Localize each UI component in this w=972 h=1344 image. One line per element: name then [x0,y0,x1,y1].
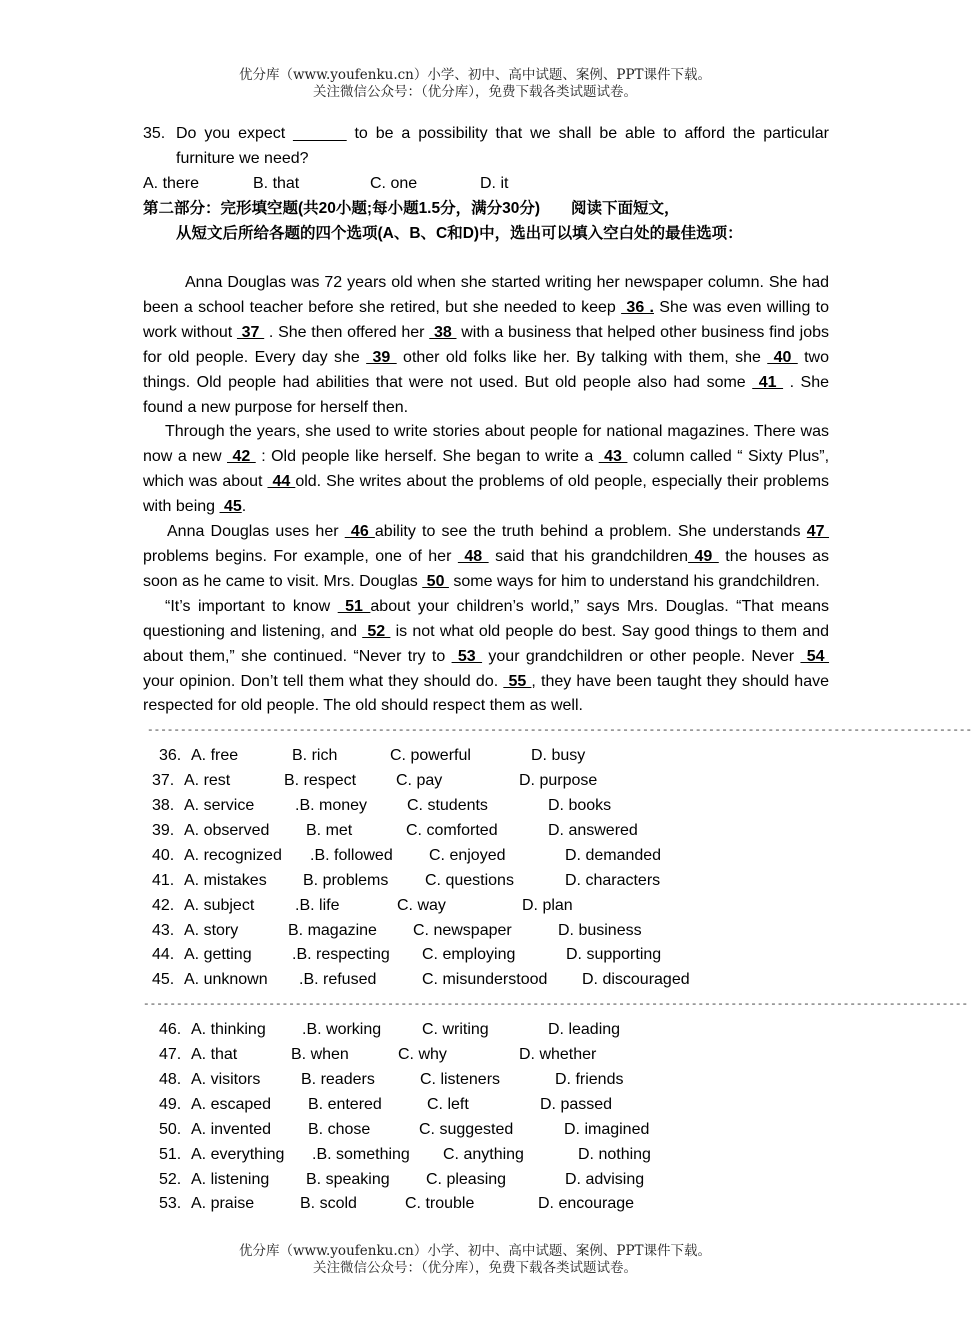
option-number: 44. [152,946,175,964]
option-c: C. trouble [405,1195,475,1213]
option-b: B. speaking [306,1170,390,1188]
passage-text: said that his grandchildren [488,547,689,565]
option-b: B. that [253,175,300,192]
option-number: 38. [152,797,175,815]
option-row [143,1068,829,1093]
option-number: 50. [159,1120,182,1138]
option-b: B. problems [303,871,389,889]
option-a: A. service [184,797,255,815]
option-d: D. answered [548,821,638,839]
passage-text: Anna Douglas uses her [167,523,345,541]
option-b: .B. respecting [292,946,390,964]
exam-content [143,121,972,1217]
option-a: A. visitors [191,1071,261,1088]
option-number: 45. [152,971,175,989]
option-row [143,769,829,794]
passage-paragraph-1 [143,271,829,420]
blank-46: 46 [344,523,375,541]
blank-40: 40 [767,348,798,366]
option-b: B. scold [300,1195,357,1213]
page-footer [0,1243,950,1277]
option-number: 36. [159,747,182,765]
option-c: C. pay [396,772,443,790]
options-group-2 [143,1018,829,1217]
blank-51: 51 [337,597,371,615]
option-a: A. listening [191,1170,270,1188]
footer-line-1: 优分库（www.youfenku.cn）小学、初中、高中试题、案例、PPT课件下载。 [238,1243,712,1259]
passage-text: Anna Douglas was 72 years old when she started writing her newspaper column. She had been a school teacher before she retired, but she needed to keep [143,274,829,316]
option-d: D. business [558,921,642,939]
option-d: D. passed [540,1095,613,1113]
passage-text: column called “ Sixty Plus”, which was about [143,448,830,491]
passage-text: : Old people like herself. She began to write a [255,448,599,466]
option-a: A. recognized [184,846,282,864]
option-a: A. everything [191,1145,285,1163]
option-b: B. magazine [288,921,377,939]
cloze-passage [143,271,829,719]
option-b: .B. money [295,797,368,815]
option-a: A. observed [184,821,270,839]
option-number: 40. [152,846,175,864]
option-d: D. friends [555,1071,624,1088]
question-35 [143,121,829,171]
passage-text: is not what old people do best. Say good things to them and about them,” she continued. “Never try to [143,622,830,665]
passage-paragraph-4 [143,595,829,720]
option-number: 37. [152,772,175,790]
page-header [0,67,950,101]
option-d: D. purpose [519,772,598,790]
option-row [143,1118,829,1143]
question-35-options [143,171,829,196]
option-d: D. advising [565,1170,645,1188]
option-row [143,943,829,968]
option-b: .B. working [302,1021,382,1039]
blank-44: 44 [267,473,296,491]
section-instructions: 从短文后所给各题的四个选项(A、B、C和D)中，选出可以填入空白处的最佳选项： [176,225,743,242]
option-c: C. why [398,1046,447,1064]
separator-line: ----------------------------------------------------------------------------------------------------------------------------- [143,999,969,1012]
option-row [143,869,829,894]
blank-42: 42 [227,448,256,466]
passage-text: . She then offered her [264,323,430,341]
passage-text: . [241,498,247,516]
option-b: B. when [291,1046,349,1064]
option-number: 39. [152,821,175,839]
option-row [143,919,829,944]
option-d: D. demanded [565,846,662,864]
passage-text: the houses as soon as he came to visit. Mrs. Douglas [143,547,829,590]
blank-45: 45 [219,498,242,516]
option-number: 47. [159,1046,182,1064]
option-d: D. imagined [564,1120,650,1138]
option-d: D. leading [548,1021,621,1039]
blank-54: 54 [800,647,830,665]
passage-text: old. She writes about the problems of old people, especially their problems with being [143,473,830,516]
blank-38: 38 [429,323,457,341]
option-b: B. readers [301,1071,375,1088]
option-row [143,1043,829,1068]
options-group-1 [143,744,829,993]
option-number: 52. [159,1170,182,1188]
option-row [143,968,829,993]
separator-line: ----------------------------------------------------------------------------------------------------------------------------- [147,725,972,738]
option-d: D. nothing [578,1145,651,1163]
option-a: A. invented [191,1120,272,1138]
passage-paragraph-3 [143,520,829,595]
option-c: C. anything [443,1145,524,1163]
option-row [143,1093,829,1118]
option-b: B. met [306,821,353,839]
header-line-1: 优分库（www.youfenku.cn）小学、初中、高中试题、案例、PPT课件下载。 [238,67,712,83]
passage-text: some ways for him to understand his grandchildren. [448,572,820,590]
option-row [143,1143,829,1168]
passage-text: “It’s important to know [165,597,338,615]
option-d: D. whether [519,1046,597,1064]
option-a: A. story [184,921,239,939]
blank-47: 47 [806,523,830,541]
blank-55: 55 [503,672,532,690]
option-c: C. misunderstood [422,971,548,989]
option-number: 46. [159,1021,182,1039]
option-c: C. employing [422,946,516,964]
passage-text: Through the years, she used to write stories about people for national magazines. There was now a new [143,423,829,466]
option-a: A. getting [184,946,252,964]
option-a: A. unknown [184,971,268,989]
option-a: A. there [143,175,200,192]
option-c: C. one [370,175,418,192]
option-c: C. listeners [420,1071,501,1088]
passage-text: your grandchildren or other people. Never [482,647,801,665]
option-b: .B. followed [310,846,393,864]
header-line-2: 关注微信公众号：（优分库），免费下载各类试题试卷。 [313,84,637,100]
option-b: B. respect [284,772,357,790]
option-number: 41. [152,871,175,889]
option-b: .B. refused [299,971,377,989]
blank-43: 43 [598,448,628,466]
question-number: 35. [143,125,166,142]
footer-line-2: 关注微信公众号：（优分库），免费下载各类试题试卷。 [313,1260,637,1276]
option-c: C. questions [425,871,514,889]
option-a: A. free [191,747,239,765]
question-text: Do you expect ______ to be a possibility that we shall be able to afford the particular furniture we need? [176,125,829,167]
blank-53: 53 [451,647,483,665]
blank-50: 50 [422,572,449,590]
option-number: 51. [159,1145,182,1163]
passage-text: about your children’s world,” says Mrs. Douglas. “That means questioning and listening, and [143,597,829,640]
option-c: C. writing [422,1021,489,1039]
option-c: C. suggested [419,1120,514,1138]
option-row [143,844,829,869]
option-c: C. powerful [390,747,471,765]
option-b: B. entered [308,1095,382,1113]
option-a: A. mistakes [184,871,267,889]
passage-text: other old folks like her. By talking with them, she [396,348,768,366]
blank-52: 52 [362,622,391,640]
section-heading: 第二部分：完形填空题(共20小题;每小题1.5分，满分30分) 阅读下面短文， [143,200,680,217]
option-row [143,894,829,919]
blank-48: 48 [457,547,489,565]
option-number: 42. [152,896,175,914]
option-d: D. supporting [566,946,662,964]
passage-paragraph-2 [143,420,829,520]
option-number: 48. [159,1071,182,1088]
option-b: B. chose [308,1120,371,1138]
option-c: C. newspaper [413,921,512,939]
option-a: A. praise [191,1195,255,1213]
option-c: C. students [407,797,488,815]
option-d: D. busy [531,747,586,765]
passage-text: with a business that helped other business find jobs for old people. Every day she [143,323,830,366]
blank-37: 37 [236,323,265,341]
option-c: C. pleasing [426,1170,507,1188]
option-d: D. books [548,797,612,815]
option-row [143,819,829,844]
option-d: D. discouraged [582,971,690,989]
option-a: A. rest [184,772,231,790]
option-a: A. subject [184,896,255,914]
blank-39: 39 [366,348,397,366]
option-a: A. thinking [191,1021,266,1039]
option-c: C. way [397,896,446,914]
option-number: 49. [159,1095,182,1113]
option-c: C. comforted [406,821,498,839]
option-a: A. that [191,1046,238,1064]
option-d: D. plan [522,896,573,914]
blank-49: 49 [688,547,719,565]
passage-text: . She found a new purpose for herself then. [143,373,830,416]
option-row [143,744,829,769]
option-b: B. rich [292,747,338,765]
option-row [143,794,829,819]
passage-text: your opinion. Don’t tell them what they should do. [143,672,504,690]
option-b: .B. life [295,896,340,914]
passage-text: She was even willing to work without [143,298,829,341]
passage-text: ability to see the truth behind a problem. She understands [374,523,807,541]
option-a: A. escaped [191,1095,272,1113]
passage-text: , they have been taught they should have respected for old people. The old should respect them as well. [143,672,829,715]
blank-41: 41 [752,373,784,391]
option-c: C. enjoyed [429,846,506,864]
passage-text: problems begins. For example, one of her [143,547,458,565]
blank-36: 36 . [621,298,654,316]
option-b: .B. something [312,1145,410,1163]
option-row [143,1018,829,1043]
passage-text: two things. Old people had abilities that were not used. But old people also had some [143,348,830,391]
option-number: 53. [159,1195,182,1213]
option-row [143,1192,829,1217]
option-d: D. encourage [538,1195,635,1213]
option-d: D. it [480,175,509,192]
option-c: C. left [427,1095,469,1113]
option-number: 43. [152,921,175,939]
option-row [143,1168,829,1193]
option-d: D. characters [565,871,661,889]
